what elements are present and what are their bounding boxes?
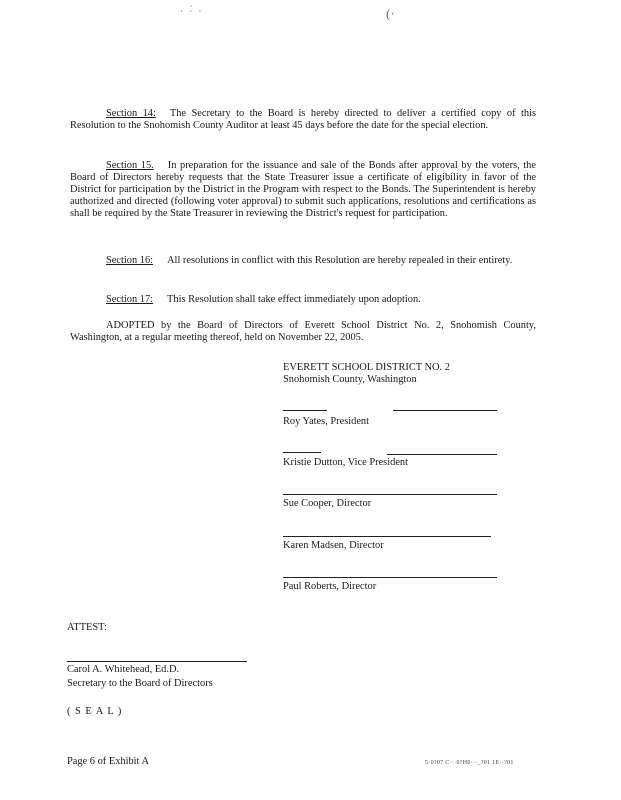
section-16-heading: Section 16: bbox=[106, 255, 154, 266]
signature-line-director bbox=[283, 577, 497, 578]
section-17-paragraph bbox=[70, 294, 536, 306]
section-14-text: The Secretary to the Board is hereby directed to deliver a certified copy of this Resolution to the Snohomish County Auditor at least 45 days before the date for the special election. bbox=[70, 108, 536, 131]
signature-line-director bbox=[283, 536, 491, 537]
section-15-paragraph bbox=[70, 160, 536, 220]
section-17-text: This Resolution shall take effect immediately upon adoption. bbox=[167, 294, 421, 305]
signature-line-director bbox=[283, 494, 497, 495]
section-14-paragraph bbox=[70, 108, 536, 132]
section-15-text: In preparation for the issuance and sale of the Bonds after approval by the voters, the Board of Directors hereby requests that the State Treasurer issue a certificate of eligibility in favor of the District for participation by the District in the Program with respect to the Bonds. The Superintendent is hereby authorized and directed (following voter approval) to submit such applications, resolutions and certifications as shall be required by the State Treasurer in reviewing the District's request for participation. bbox=[70, 160, 536, 219]
district-block bbox=[283, 362, 450, 386]
section-16-text: All resolutions in conflict with this Resolution are hereby repealed in their entirety. bbox=[167, 255, 513, 266]
section-17-heading: Section 17: bbox=[106, 294, 154, 305]
attest-label: ATTEST: bbox=[67, 622, 107, 633]
adopted-paragraph bbox=[70, 320, 536, 344]
signatory-name: Karen Madsen, Director bbox=[283, 540, 384, 551]
section-16-paragraph bbox=[70, 255, 536, 267]
signature-line-secretary bbox=[67, 661, 247, 662]
signatory-name: Roy Yates, President bbox=[283, 416, 370, 427]
signature-line-vice-president-start bbox=[283, 452, 321, 453]
district-county: Snohomish County, Washington bbox=[283, 374, 417, 385]
signatory-name: Kristie Dutton, Vice President bbox=[283, 457, 409, 468]
page-footer-right: 5·0?07 C···0?H0···_?01 1E··?01 bbox=[425, 760, 514, 766]
signature-line-vice-president-end bbox=[387, 454, 497, 455]
scan-mark-left: · ·́ · bbox=[180, 6, 204, 16]
secretary-title: Secretary to the Board of Directors bbox=[67, 678, 213, 689]
page-footer-left: Page 6 of Exhibit A bbox=[67, 756, 149, 767]
adopted-text: ADOPTED by the Board of Directors of Everett School District No. 2, Snohomish County, Washington, at a regular meeting thereof, held on November 22, 2005. bbox=[70, 320, 536, 343]
signature-line-president-end bbox=[393, 410, 497, 411]
scan-mark-right: (· bbox=[386, 6, 395, 21]
signatory-name: Paul Roberts, Director bbox=[283, 581, 377, 592]
section-15-heading: Section 15. bbox=[106, 160, 154, 171]
seal-placeholder: ( S E A L ) bbox=[67, 706, 123, 717]
signatory-name: Sue Cooper, Director bbox=[283, 498, 372, 509]
section-14-heading: Section 14: bbox=[106, 108, 156, 119]
district-name: EVERETT SCHOOL DISTRICT NO. 2 bbox=[283, 362, 450, 373]
secretary-name: Carol A. Whitehead, Ed.D. bbox=[67, 664, 180, 675]
signature-line-president-start bbox=[283, 410, 327, 411]
